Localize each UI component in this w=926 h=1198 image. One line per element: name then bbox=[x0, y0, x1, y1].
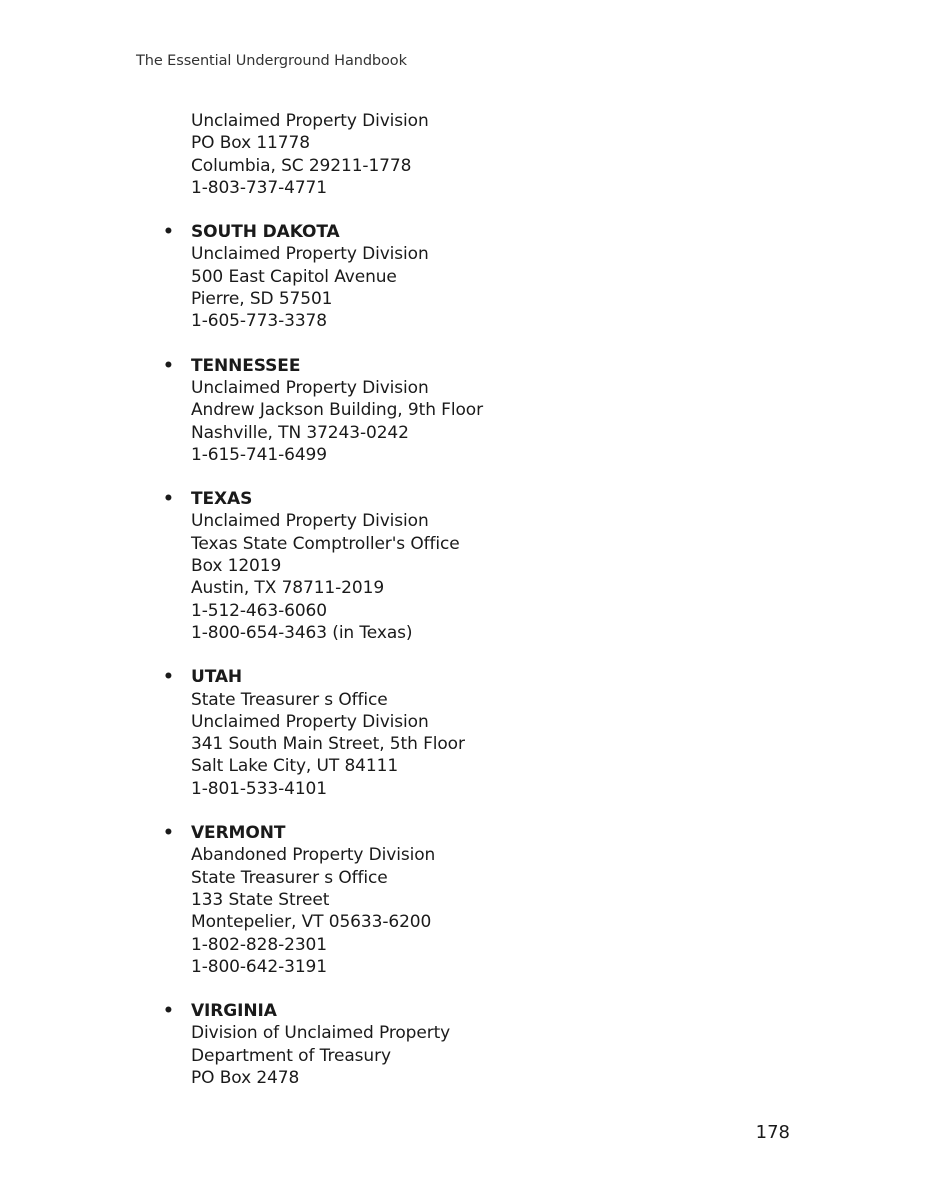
address-line: 133 State Street bbox=[191, 889, 330, 910]
phone-line: 1-801-533-4101 bbox=[191, 778, 327, 799]
address-line: State Treasurer s Office bbox=[191, 689, 388, 710]
state-entry bbox=[163, 1000, 831, 1089]
address-line: State Treasurer s Office bbox=[191, 867, 388, 888]
phone-line: 1-512-463-6060 bbox=[191, 600, 327, 621]
address-line: Box 12019 bbox=[191, 556, 282, 577]
phone-line: 1-800-654-3463 (in Texas) bbox=[191, 622, 413, 643]
state-name: SOUTH DAKOTA bbox=[191, 222, 340, 243]
phone-line: 1-803-737-4771 bbox=[191, 177, 327, 198]
phone-line: 1-800-642-3191 bbox=[191, 956, 327, 977]
bullet-icon: • bbox=[163, 222, 174, 243]
state-entry bbox=[163, 488, 831, 644]
bullet-icon: • bbox=[163, 355, 174, 376]
state-entry bbox=[163, 221, 831, 332]
address-line: Columbia, SC 29211-1778 bbox=[191, 155, 412, 176]
address-line: Andrew Jackson Building, 9th Floor bbox=[191, 400, 483, 421]
address-line: Salt Lake City, UT 84111 bbox=[191, 756, 399, 777]
address-line: Nashville, TN 37243-0242 bbox=[191, 422, 409, 443]
address-line: PO Box 11778 bbox=[191, 133, 310, 154]
state-name: VIRGINIA bbox=[191, 1001, 277, 1022]
address-line: Unclaimed Property Division bbox=[191, 244, 429, 265]
address-line: Department of Treasury bbox=[191, 1045, 391, 1066]
continued-entry bbox=[191, 110, 831, 199]
state-entry bbox=[163, 822, 831, 978]
address-line: Division of Unclaimed Property bbox=[191, 1023, 451, 1044]
address-line: Unclaimed Property Division bbox=[191, 711, 429, 732]
running-header: The Essential Underground Handbook bbox=[136, 53, 407, 69]
phone-line: 1-605-773-3378 bbox=[191, 311, 327, 332]
page-number: 178 bbox=[755, 1122, 790, 1143]
address-line: Austin, TX 78711-2019 bbox=[191, 578, 385, 599]
phone-line: 1-802-828-2301 bbox=[191, 934, 327, 955]
address-line: Unclaimed Property Division bbox=[191, 377, 429, 398]
state-entry bbox=[163, 355, 831, 466]
address-line: Texas State Comptroller's Office bbox=[191, 533, 460, 554]
state-name: TENNESSEE bbox=[191, 355, 301, 376]
address-line: 341 South Main Street, 5th Floor bbox=[191, 734, 465, 755]
bullet-icon: • bbox=[163, 1001, 174, 1022]
bullet-icon: • bbox=[163, 667, 174, 688]
state-name: TEXAS bbox=[191, 489, 253, 510]
address-line: 500 East Capitol Avenue bbox=[191, 266, 397, 287]
address-line: Pierre, SD 57501 bbox=[191, 289, 333, 310]
bullet-icon: • bbox=[163, 823, 174, 844]
address-line: PO Box 2478 bbox=[191, 1067, 300, 1088]
state-entry bbox=[163, 666, 831, 800]
address-line: Abandoned Property Division bbox=[191, 845, 436, 866]
address-list bbox=[163, 110, 831, 1089]
state-name: VERMONT bbox=[191, 823, 286, 844]
address-line: Montepelier, VT 05633-6200 bbox=[191, 912, 432, 933]
bullet-icon: • bbox=[163, 489, 174, 510]
phone-line: 1-615-741-6499 bbox=[191, 444, 327, 465]
address-line: Unclaimed Property Division bbox=[191, 511, 429, 532]
address-line: Unclaimed Property Division bbox=[191, 111, 429, 131]
state-name: UTAH bbox=[191, 667, 243, 688]
